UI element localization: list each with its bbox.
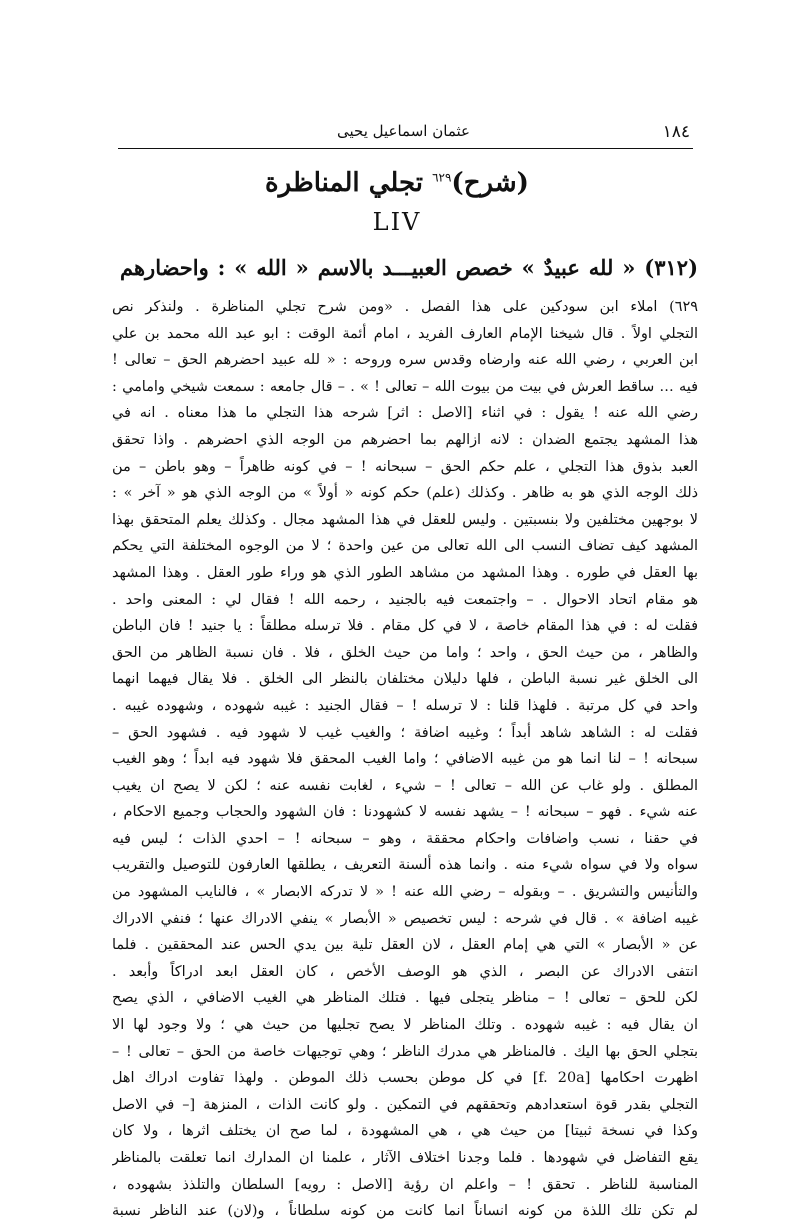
chapter-numeral: LIV — [372, 208, 422, 236]
body-line: اظهرت احكامها [f. 20a] في كل موطن بحسب ذلك الموطن . ولهذا تفاوت ادراك اهل — [112, 1070, 698, 1087]
body-line: وكذا في نسخة ثبيتا] من حيث هي ، هي المشهودة ، لما صح ان يختلف اثرها ، ولا كان — [112, 1123, 698, 1140]
body-line: ان يقال فيه : غيبه شهوده . وتلك المناظر لا يصح تجليها من حيث هي ؛ ولا وجود لها الا — [112, 1017, 698, 1034]
body-line: سواه ولا في سواه شيء منه . وانما هذه ألسنة التعريف ، يطلقها العارفون للتوصيل والتقريب — [112, 857, 698, 874]
body-line: لكن للحق – تعالى ! – مناظر يتجلى فيها . فتلك المناظر هي الغيب الاضافي ، الذي يصح — [112, 990, 698, 1007]
body-line: واحد في كل مرتبة . فلهذا قلنا : لا ترسله ! – فقال الجنيد : غيبه شهوده ، وشهوده غيبه . — [112, 697, 698, 714]
body-text — [112, 294, 698, 1225]
body-line: لا بوجهين مختلفين ولا بنسبتين . وليس للعقل في هذا المشهد مجال . وكذلك يعلم المتحقق بهذا — [112, 511, 698, 528]
header-rule — [118, 148, 693, 149]
chapter-title-prefix: (شرح) — [451, 168, 529, 198]
body-line: الى الخلق غير نسبة الباطن ، فلها دليلان مختلفان بالنظر الى الخلق . فلا يقال فيهما انهما — [112, 671, 698, 688]
body-line: لم تكن تلك اللذة من كونه انساناً انما كانت من كونه سلطاناً ، و(لان) عند الناظر نسبة — [112, 1203, 698, 1220]
body-line: ابن العربي ، رضي الله عنه وارضاه وقدس سره وروحه : « لله عبيد احضرهم الحق – تعالى ! — [112, 352, 698, 369]
body-line: ٦٢٩) املاء ابن سودكين على هذا الفصل . «ومن شرح تجلي المناظرة . ولنذكر نص — [112, 299, 698, 315]
footnote-reference: ٦٢٩ — [432, 170, 452, 185]
body-line: والظاهر ، من حيث الحق ، واحد ؛ واما من حيث الخلق ، فلا . فان نسبة الظاهر من الحق — [112, 644, 698, 661]
body-line: المطلق . ولو غاب عن الله – تعالى ! – شيء ، لغابت نفسه عنه ؛ لكن لا يصح ان يغيب — [112, 777, 698, 794]
body-line: المشهد كيف تضاف النسب الى الله تعالى من عين واحدة ؛ لا من الوجوه المختلفة التي يحكم — [112, 538, 698, 555]
body-line: ذلك الوجه الذي هو به ظاهر . وكذلك (علم) حكم كونه « أولاً » من الوجه الذي هو « آخر » : — [112, 485, 698, 502]
body-line: العبد بذوق هذا التجلي ، علم حكم الحق – سبحانه ! – في كونه ظاهراً – وهو باطن – من — [112, 458, 698, 475]
chapter-title-rest: تجلي المناظرة — [265, 168, 433, 198]
body-line: فقلت له : في هذا المقام خاصة ، لا في كل مقام . فلا ترسله مطلقاً : يا جنيد ! فان الباطن — [112, 618, 698, 635]
page-number: ١٨٤ — [662, 122, 690, 142]
body-line: في حقنا ، نسب واضافات واحكام محققة ، وهو – سبحانه ! – احدي الذات ؛ ليس فيه — [112, 830, 698, 847]
body-line: عن « الأبصار » التي هي إمام العقل ، لان العقل تلية بين يدي الحس عند المحققين . فلما — [112, 937, 698, 954]
body-line: يقع التفاضل في شهودها . فلما وجدنا اختلاف الآثار ، علمنا ان المدارك انما تعلقت بالمناظر — [112, 1150, 698, 1166]
body-line: فيه … ساقط العرش في بيت من بيوت الله – تعالى ! » . – قال جامعه : سمعت شيخي وامامي : — [112, 378, 698, 395]
chapter-title — [0, 168, 794, 198]
body-line: والتأنيس والتشريق . – وبقوله – رضي الله عنه ! « لا تدركه الابصار » ، فالنايب المشهود من — [112, 884, 698, 901]
body-line: المناسبة للناظر . تحقق ! – واعلم ان رؤية [الاصل : رويه] السلطان والتلذذ بشهوده ، — [112, 1176, 698, 1193]
body-line: رضي الله عنه ! يقول : في اثناء [الاصل : اثر] شرحه هذا التجلي ما هذا معناه . انه في — [112, 405, 698, 422]
body-line: هو مقام اتحاد الاحوال . – واجتمعت فيه بالجنيد ، رحمه الله ! فقال لي : المعنى واحد . — [112, 591, 698, 608]
body-line: هذا المشهد يجتمع الضدان : لانه ازالهم بما احضرهم من الوجه الذي احضرهم . واذا تحقق — [112, 431, 698, 448]
running-title: عثمان اسماعيل يحيى — [337, 122, 470, 140]
body-line: بتجلي الحق بها اليك . فالمناظر هي مدرك الناظر ؛ وهي توجيهات خاصة من الحق – تعالى ! – — [112, 1043, 698, 1060]
body-line: غيبه اضافة » . قال في شرحه : ليس تخصيص « الأبصار » ينفي الادراك عنها ؛ فنفي الادراك — [112, 910, 698, 927]
body-line: التجلي اولاً . قال شيخنا الإمام العارف الفريد ، امام أئمة الوقت : ابو عبد الله محمد بن علي — [112, 325, 698, 342]
body-line: التجلي بقدر قوة استعدادهم وتحققهم في التمكين . ولو كانت الذات ، المنزهة [– في الاصل — [112, 1096, 698, 1113]
body-line: فقلت له : الشاهد شاهد أبداً ؛ وغيبه اضافة ؛ والغيب غيب لا شهود فيه . فشهود الحق – — [112, 724, 698, 741]
running-header — [115, 118, 690, 146]
body-line: سبحانه ! – لنا انما هو من غيبه الاضافي ؛ واما الغيب المحقق فلا شهود فيه ابداً ؛ وهو الغيب — [112, 751, 698, 768]
body-line: عنه شيء . فهو – سبحانه ! – يشهد نفسه لا كشهودنا : فان الشهود والحجاب وجميع الاحكام ، — [112, 804, 698, 821]
body-line: بها العقل في طوره . وهذا المشهد من مشاهد الطور الذي هو وراء طور العقل . وهذا المشهد — [112, 564, 698, 581]
section-heading: (٣١٢) « لله عبيدٌ » خصص العبيـــد بالاسم « الله » : واحضارهم — [120, 255, 698, 280]
body-line: انتفى الادراك عن البصر ، الذي هو الوصف الأخص ، كان العقل ابعد ادراكاً وأبعد . — [112, 963, 698, 980]
